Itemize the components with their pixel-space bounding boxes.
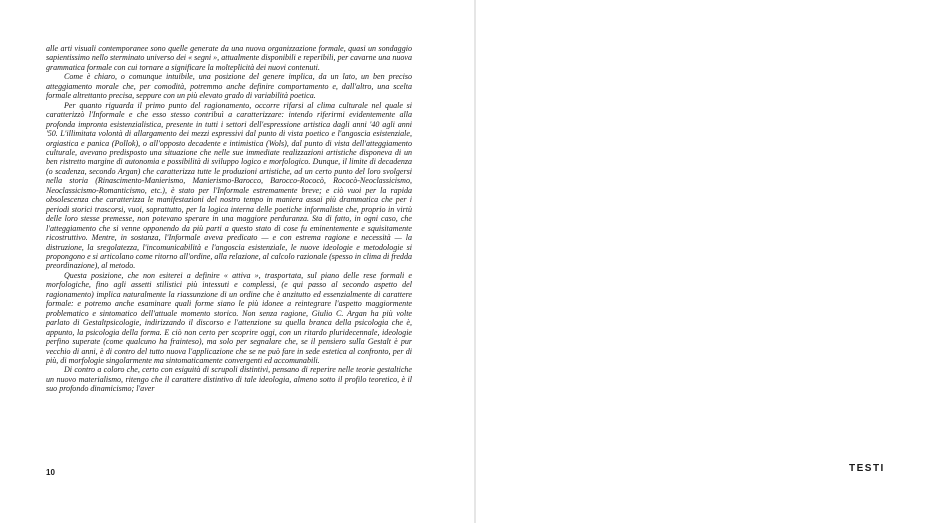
section-label: TESTI	[849, 463, 885, 474]
page-number: 10	[46, 468, 55, 477]
paragraph: alle arti visuali contemporanee sono quelle generate da una nuova organizzazione formale, quasi un sondaggio sapientissimo nello sterminato universo dei « segni », attualmente disponibili e reperibili, per cavarne una nuova grammatica formale con cui tornare a significare la molteplicità dei nuovi contenuti.	[46, 44, 412, 72]
paragraph: Come è chiaro, o comunque intuibile, una posizione del genere implica, da un lato, un ben preciso atteggiamento morale che, per comodità, potremmo anche definire comportamento e, dall'altro, una scelta formale altrettanto precisa, seppure con un più elevato grado di variabilità poetica.	[46, 72, 412, 101]
paragraph: Per quanto riguarda il primo punto del ragionamento, occorre rifarsi al clima culturale nel quale si caratterizzò l'Informale e che esso stesso contribuì a caratterizzare: intendo riferirmi evidentemente alla profonda impronta esistenzialistica, presente in tutti i settori dell'espressione artistica dagli anni '40 agli anni '50. L'illimitata volontà di allargamento dei mezzi espressivi dal punto di vista poetico e l'angoscia esistenziale, orgiastica e panica (Pollok), o all'opposto decadente e intimistica (Wols), dal punto di vista dell'atteggiamento culturale, avevano predisposto una situazione che nelle sue immediate realizzazioni artistiche disponeva di un ben ristretto margine di autonomia e possibilità di sviluppo logico e morfologico. Dunque, il limite di decadenza (o scadenza, secondo Argan) che caratterizza tutte le produzioni artistiche, ad un certo punto del loro svolgersi nella storia (Rinascimento-Manierismo, Manierismo-Barocco, Barocco-Rococò, Rococò-Neoclassicismo, Neoclassicismo-Romanticismo, etc.), è stato per l'Informale estremamente breve; e ciò vuoi per la rapida obsolescenza che caratterizza le manifestazioni del nostro tempo in maniera assai più drammatica che per i periodi storici trascorsi, vuoi, soprattutto, per la logica interna delle poetiche informaliste che, proprio in virtù delle loro stesse premesse, non potevano sperare in una maggiore perduranza. Sta di fatto, in ogni caso, che l'atteggiamento che si venne opponendo da più parti a questo stato di cose fu eminentemente e squisitamente ricostruttivo. Mentre, in sostanza, l'Informale aveva predicato — e con estrema ragione e necessità — la distruzione, la sregolatezza, l'incomunicabilità e l'angoscia esistenziale, le nuove ideologie e metodologie si propongono e si articolano come ritorno all'ordine, alla relazione, al calcolo razionale (spesso in clima di fredda preordinazione), al metodo.	[46, 100, 412, 271]
right-page	[476, 0, 950, 523]
body-text	[46, 44, 412, 394]
paragraph: Di contro a coloro che, certo con esiguità di scrupoli distintivi, pensano di reperire nelle teorie gestaltiche un nuovo materialismo, ritengo che il carattere distintivo di tale ideologia, almeno sotto il profilo teoretico, è il suo profondo dinamicismo; l'aver	[46, 365, 412, 394]
paragraph: Questa posizione, che non esiterei a definire « attiva », trasportata, sul piano delle rese formali e morfologiche, fino agli assetti stilistici più intessuti e complessi, (e qui passo al secondo aspetto del ragionamento) implica naturalmente la riassunzione di un ordine che è anzitutto ed essenzialmente di carattere formale: e potremo anche esaminare quali forme siano le più idonee a reintegrare l'aspetto maggiormente problematico e sintomatico dell'attuale momento storico. Non senza ragione, Giulio C. Argan ha più volte parlato di Gestaltpsicologie, indirizzando il discorso e l'attenzione su quella branca della psicologia che è, appunto, la psicologia della forma. E ciò non certo per scoprire oggi, con un ritardo pluridecennale, ideologie perfino superate (come qualcuno ha frainteso), ma solo per segnalare che, se il pensiero sulla Gestalt è pur vecchio di anni, è di contro del tutto nuova l'applicazione che se ne può fare in sede estetica al confronto, per di più, di morfologie singolarmente ma sintomaticamente convergenti ed accomunabili.	[46, 270, 412, 365]
left-page	[0, 0, 474, 523]
